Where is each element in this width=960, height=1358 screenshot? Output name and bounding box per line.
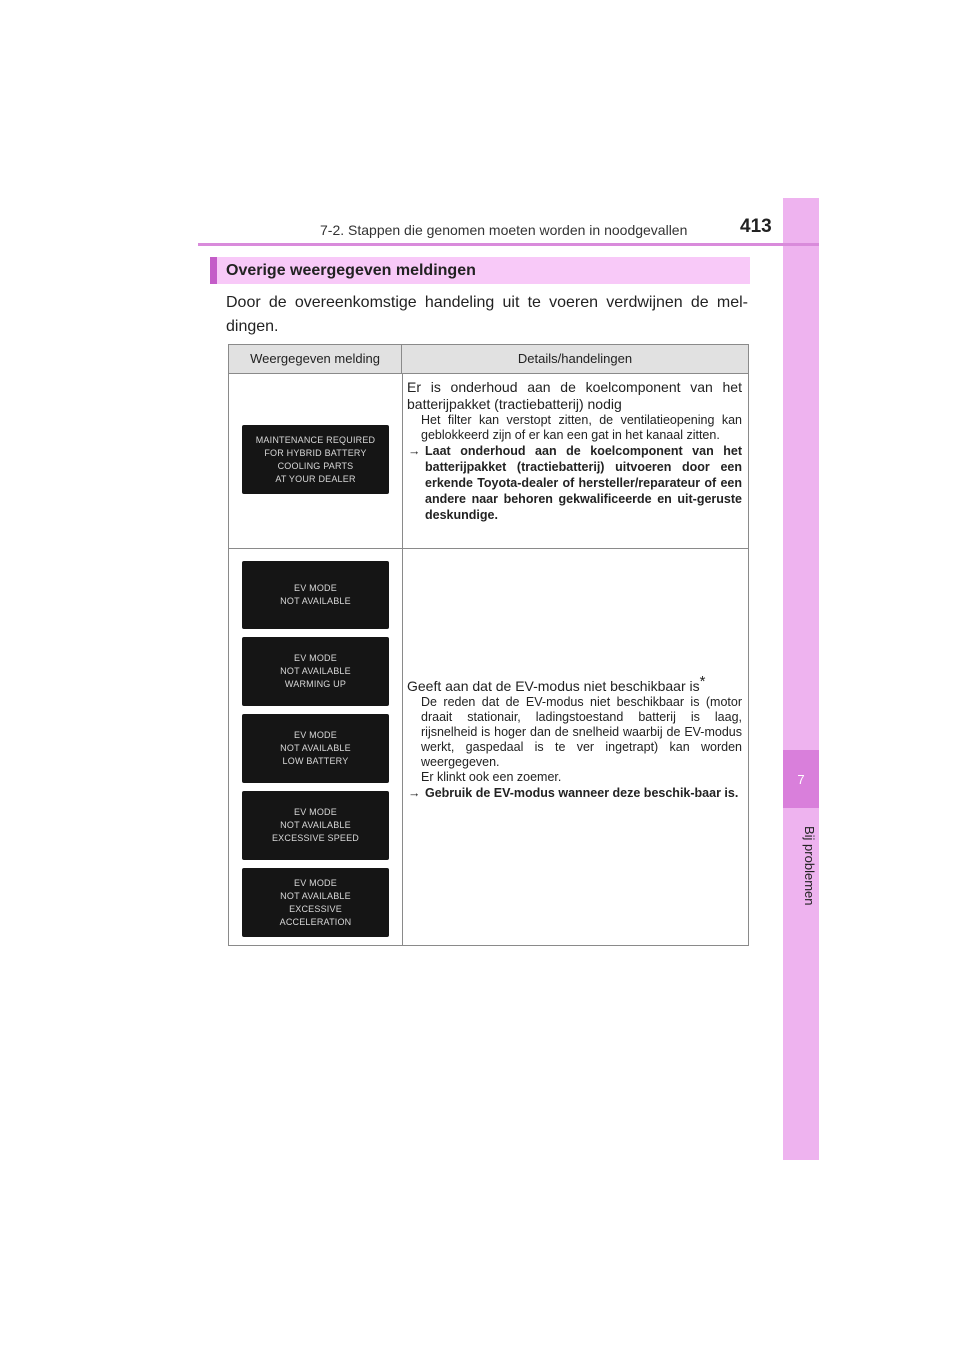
screen-line: NOT AVAILABLE <box>280 666 351 676</box>
row-1-action <box>407 443 742 523</box>
display-message-ev-mode-not-available <box>242 561 389 629</box>
screen-line: EV MODE <box>294 730 337 740</box>
screen-line: NOT AVAILABLE <box>280 820 351 830</box>
column-header-message: Weergegeven melding <box>229 345 402 373</box>
section-intro: Door de overeenkomstige handeling uit te voeren verdwijnen de mel-dingen. <box>226 294 748 335</box>
screen-line: EV MODE <box>294 807 337 817</box>
screen-line: FOR HYBRID BATTERY <box>264 447 367 458</box>
page-number: 413 <box>740 216 772 237</box>
column-divider <box>402 373 403 946</box>
footnote-mark: * <box>699 673 706 690</box>
row-2-action-text: Gebruik de EV-modus wanneer deze beschik-baar is. <box>425 786 739 800</box>
screen-line: LOW BATTERY <box>282 756 349 766</box>
row-1-lead: Er is onderhoud aan de koelcomponent van het batterijpakket (tractiebatterij) nodig <box>407 379 742 412</box>
row-1-details <box>407 379 742 523</box>
chapter-number: 7 <box>783 750 819 808</box>
screen-line: ACCELERATION <box>279 916 352 927</box>
row-2-detail-buzzer: Er klinkt ook een zoemer. <box>421 770 562 784</box>
screen-line: MAINTENANCE REQUIRED <box>255 434 376 445</box>
chapter-side-tab <box>783 198 819 1160</box>
display-message-ev-mode-warming-up <box>242 637 389 706</box>
row-2-lead-text: Geeft aan dat de EV-modus niet beschikbaar is <box>407 678 700 694</box>
screen-line: AT YOUR DEALER <box>275 473 356 484</box>
screen-line: EV MODE <box>294 877 337 888</box>
row-2-details <box>407 673 742 801</box>
row-2-action <box>407 785 742 801</box>
table-header <box>229 345 748 374</box>
screen-line: EXCESSIVE <box>289 903 342 914</box>
row-2-detail: De reden dat de EV-modus niet beschikbaar is (motor draait stationair, ladingstoestand batterij is laag, rijsnelheid is hoger dan de snelheid waarbij de EV-modus werkt, gaspedaal is te ver ingetrapt) kan worden weergegeven. <box>421 695 742 769</box>
display-message-hybrid-battery-cooling <box>242 425 389 494</box>
screen-line: WARMING UP <box>284 679 347 689</box>
screen-line: COOLING PARTS <box>277 460 354 471</box>
arrow-icon: → <box>408 786 421 800</box>
section-heading: Overige weergegeven meldingen <box>210 257 750 284</box>
row-2-lead <box>407 673 742 695</box>
row-1-detail: Het filter kan verstopt zitten, de ventilatieopening kan geblokkeerd zijn of er kan een gat in het kanaal zitten. <box>421 413 742 442</box>
screen-line: NOT AVAILABLE <box>280 743 351 753</box>
arrow-icon: → <box>408 444 421 458</box>
column-header-details: Details/handelingen <box>517 351 633 366</box>
screen-line: EXCESSIVE SPEED <box>271 833 360 843</box>
row-1-action-text: Laat onderhoud aan de koelcomponent van het batterijpakket (tractiebatterij) uitvoeren door een erkende Toyota-dealer of hersteller/reparateur of een andere naar behoren gekwalificeerde en uit-geruste deskundige. <box>425 444 742 522</box>
chapter-label: Bij problemen <box>802 826 817 906</box>
messages-table <box>228 344 749 946</box>
display-message-ev-mode-excessive-acceleration <box>242 868 389 937</box>
screen-line: NOT AVAILABLE <box>280 596 351 606</box>
running-header: 7-2. Stappen die genomen moeten worden in noodgevallen <box>320 222 688 238</box>
screen-line: EV MODE <box>294 653 337 663</box>
display-message-ev-mode-low-battery <box>242 714 389 783</box>
header-divider <box>198 243 819 246</box>
row-divider <box>229 548 748 549</box>
screen-line: NOT AVAILABLE <box>280 890 351 901</box>
screen-line: EV MODE <box>294 583 337 593</box>
display-message-ev-mode-excessive-speed <box>242 791 389 860</box>
